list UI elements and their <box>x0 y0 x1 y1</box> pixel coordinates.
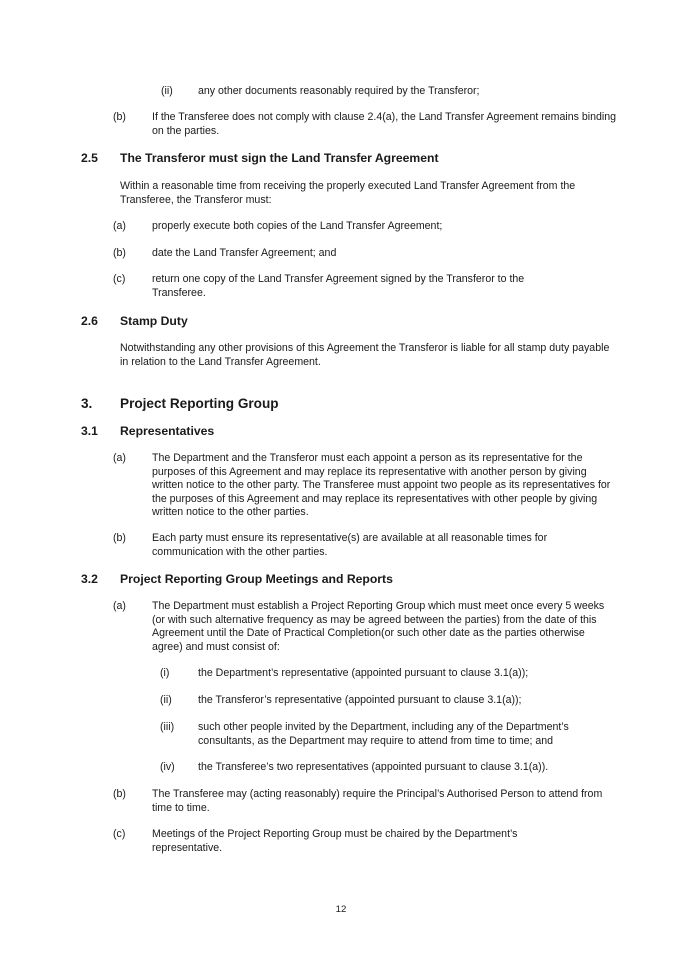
section-number: 2.5 <box>81 151 98 165</box>
list-item-text: The Department and the Transferor must each appoint a person as its representative for the purposes of this Agreement and may replace its representative with another person by giving written notice to the other party. The Transferee must appoint two people as its representatives for the purposes of this Agreement and may replace its representatives with other people by giving written notice to the other parties. <box>152 452 611 519</box>
section-number: 3.2 <box>81 572 98 586</box>
list-marker: (b) <box>113 247 126 259</box>
list-marker: (a) <box>113 220 126 232</box>
sublist-marker: (i) <box>160 667 170 679</box>
chapter-heading: Project Reporting Group <box>120 396 279 411</box>
list-marker: (a) <box>113 600 126 612</box>
section-number: 3.1 <box>81 424 98 438</box>
list-marker: (b) <box>113 532 126 544</box>
list-marker: (b) <box>113 111 126 123</box>
section-heading: Stamp Duty <box>120 314 188 328</box>
sublist-item-text: the Transferor’s representative (appointed pursuant to clause 3.1(a)); <box>198 694 522 706</box>
chapter-number: 3. <box>81 396 93 411</box>
section-intro: Within a reasonable time from receiving the properly executed Land Transfer Agreement from the Transferee, the Transferor must: <box>120 180 576 206</box>
sublist-marker: (ii) <box>160 694 172 706</box>
section-number: 2.6 <box>81 314 98 328</box>
list-item-text: date the Land Transfer Agreement; and <box>152 247 337 259</box>
sublist-marker: (iv) <box>160 761 175 773</box>
list-item-text: The Transferee may (acting reasonably) require the Principal’s Authorised Person to attend from time to time. <box>152 788 603 814</box>
list-marker: (b) <box>113 788 126 800</box>
list-marker: (c) <box>113 828 126 840</box>
list-marker: (ii) <box>161 85 173 97</box>
list-item-text: The Department must establish a Project Reporting Group which must meet once every 5 weeks (or with such alternative frequency as may be agreed between the parties) from the date of this Agreement until the Date of Practical Completion(or such other date as the parties otherwise agree) and must consist of: <box>152 600 605 653</box>
section-heading: Project Reporting Group Meetings and Reports <box>120 572 393 586</box>
list-item-text: properly execute both copies of the Land Transfer Agreement; <box>152 220 443 232</box>
section-heading: The Transferor must sign the Land Transfer Agreement <box>120 151 439 165</box>
list-marker: (a) <box>113 452 126 464</box>
sublist-marker: (iii) <box>160 721 175 733</box>
list-item-text: return one copy of the Land Transfer Agreement signed by the Transferor to the Transferee. <box>152 273 525 299</box>
list-item-text: any other documents reasonably required by the Transferor; <box>198 85 480 97</box>
list-item-text: If the Transferee does not comply with clause 2.4(a), the Land Transfer Agreement remains binding on the parties. <box>152 111 617 137</box>
list-marker: (c) <box>113 273 126 285</box>
section-body: Notwithstanding any other provisions of this Agreement the Transferor is liable for all stamp duty payable in relation to the Land Transfer Agreement. <box>120 342 610 368</box>
sublist-item-text: the Department’s representative (appointed pursuant to clause 3.1(a)); <box>198 667 529 679</box>
page-number: 12 <box>335 904 347 915</box>
sublist-item-text: such other people invited by the Department, including any of the Department’s consultants, as the Department may require to attend from time to time; and <box>198 721 569 747</box>
sublist-item-text: the Transferee’s two representatives (appointed pursuant to clause 3.1(a)). <box>198 761 549 773</box>
list-item-text: Meetings of the Project Reporting Group must be chaired by the Department’s representative. <box>152 828 518 854</box>
list-item-text: Each party must ensure its representative(s) are available at all reasonable times for communication with the other parties. <box>152 532 548 558</box>
section-heading: Representatives <box>120 424 215 438</box>
